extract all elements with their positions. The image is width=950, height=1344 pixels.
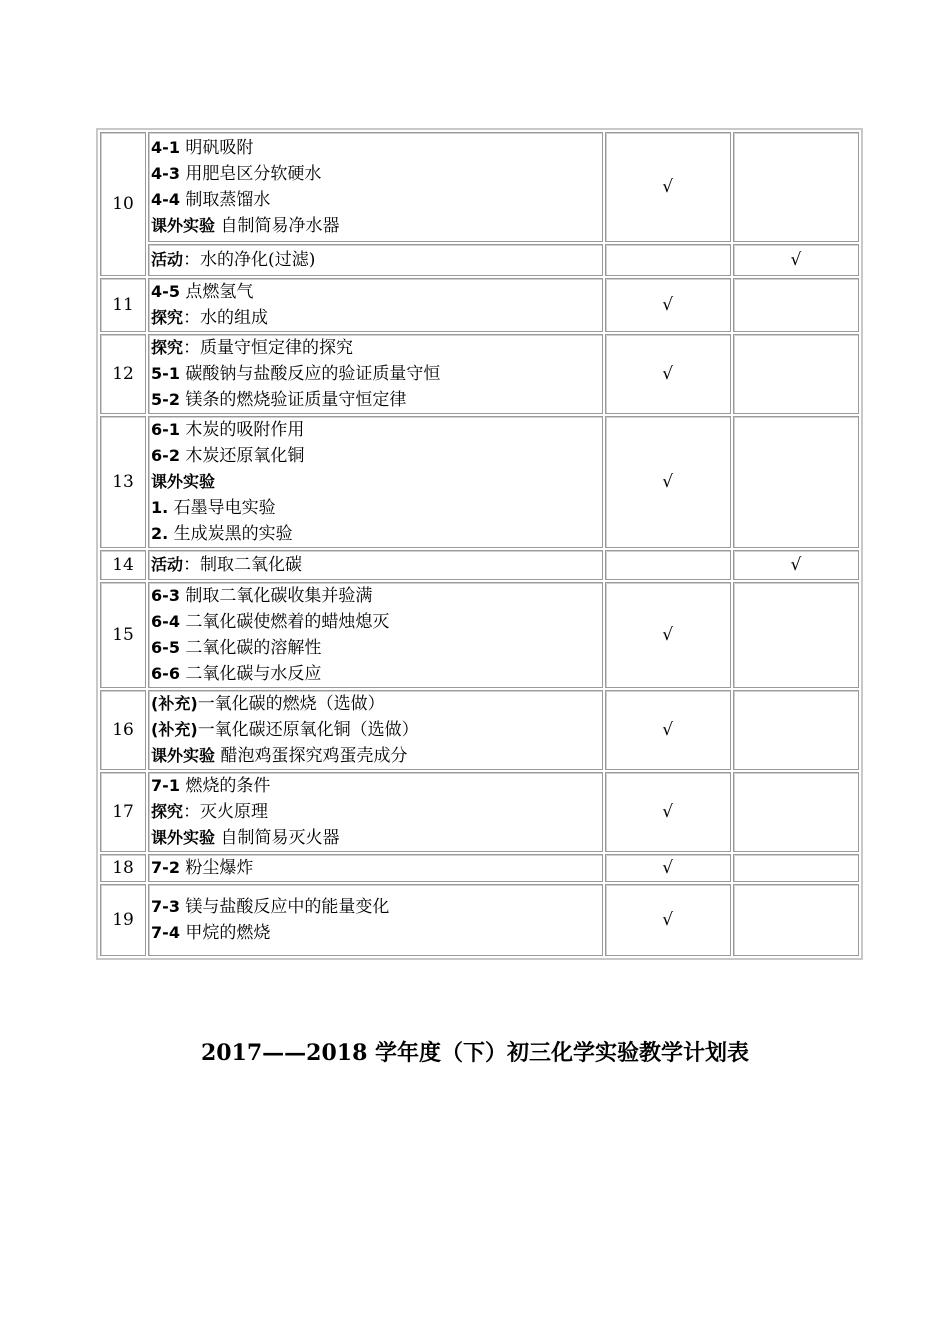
table-row: [100, 244, 859, 276]
line-text: 一氧化碳还原氧化铜（选做）: [197, 720, 419, 740]
experiment-content: [148, 334, 603, 414]
plan-table-body: [100, 132, 859, 956]
line-label: 课外实验: [151, 472, 216, 491]
content-line: [151, 335, 602, 361]
line-text: 甲烷的燃烧: [179, 923, 271, 943]
line-label: 6-2: [151, 446, 180, 465]
check-mark: √: [662, 363, 674, 384]
week-number: 14: [100, 550, 146, 580]
line-text: 木炭的吸附作用: [179, 420, 305, 440]
check-column-1: [605, 772, 731, 852]
table-row: [100, 582, 859, 688]
check-mark: √: [790, 249, 802, 270]
line-label: 7-3: [151, 897, 180, 916]
line-label: 7-2: [151, 858, 180, 877]
content-line: [151, 717, 602, 743]
line-text: 点燃氢气: [179, 282, 254, 302]
check-column-2: [733, 582, 859, 688]
check-mark: √: [662, 624, 674, 645]
line-text: 燃烧的条件: [179, 776, 271, 796]
line-label: 6-5: [151, 638, 180, 657]
line-label: 6-3: [151, 586, 180, 605]
content-line: [151, 135, 602, 161]
line-text: 一氧化碳的燃烧（选做）: [197, 694, 385, 714]
line-text: 二氧化碳使燃着的蜡烛熄灭: [179, 612, 390, 632]
content-line: [151, 552, 602, 578]
line-text: 醋泡鸡蛋探究鸡蛋壳成分: [215, 746, 408, 766]
check-column-1: [605, 244, 731, 276]
check-mark: √: [662, 176, 674, 197]
table-row: [100, 416, 859, 548]
check-mark: √: [662, 471, 674, 492]
content-line: [151, 583, 602, 609]
line-label: 6-1: [151, 420, 180, 439]
experiment-plan-table: [96, 128, 863, 960]
check-column-2: [733, 416, 859, 548]
line-label: 1.: [151, 498, 169, 517]
check-column-1: [605, 550, 731, 580]
content-line: [151, 661, 602, 687]
content-line: [151, 855, 602, 881]
line-text: 碳酸钠与盐酸反应的验证质量守恒: [179, 364, 441, 384]
line-text: ：质量守恒定律的探究: [183, 338, 354, 358]
line-text: 二氧化碳与水反应: [179, 664, 322, 684]
experiment-content: [148, 884, 603, 956]
experiment-content: [148, 854, 603, 882]
line-text: 制取蒸馏水: [179, 190, 271, 210]
table-row: [100, 132, 859, 242]
line-label: 6-4: [151, 612, 180, 631]
content-line: [151, 187, 602, 213]
check-column-1: [605, 884, 731, 956]
table-row: [100, 550, 859, 580]
content-line: [151, 920, 602, 946]
line-label: 5-1: [151, 364, 180, 383]
line-label: 2.: [151, 524, 169, 543]
check-mark: √: [662, 719, 674, 740]
check-column-1: [605, 416, 731, 548]
line-text: ：灭火原理: [183, 802, 269, 822]
check-column-1: [605, 132, 731, 242]
check-mark: √: [790, 554, 802, 575]
check-column-2: [733, 550, 859, 580]
content-line: [151, 279, 602, 305]
content-line: [151, 773, 602, 799]
check-column-2: [733, 884, 859, 956]
line-label: 探究: [151, 338, 184, 357]
check-mark: √: [662, 909, 674, 930]
line-text: 木炭还原氧化铜: [179, 446, 305, 466]
experiment-content: [148, 582, 603, 688]
week-number: 11: [100, 278, 146, 332]
check-column-2: [733, 334, 859, 414]
page-title: 2017——2018 学年度（下）初三化学实验教学计划表: [200, 1040, 750, 1066]
content-line: [151, 894, 602, 920]
line-text: 生成炭黑的实验: [168, 524, 293, 544]
content-line: [151, 387, 602, 413]
line-label: (补充): [151, 720, 198, 739]
check-mark: √: [662, 801, 674, 822]
line-text: 二氧化碳的溶解性: [179, 638, 322, 658]
table-row: [100, 772, 859, 852]
line-text: ：水的组成: [183, 308, 269, 328]
content-line: [151, 609, 602, 635]
line-text: ：水的净化(过滤): [183, 250, 316, 270]
line-text: 粉尘爆炸: [179, 858, 254, 878]
table-row: [100, 334, 859, 414]
check-column-1: [605, 854, 731, 882]
line-text: 石墨导电实验: [168, 498, 276, 518]
content-line: [151, 161, 602, 187]
experiment-content: [148, 132, 603, 242]
content-line: [151, 635, 602, 661]
line-label: 探究: [151, 308, 184, 327]
check-mark: √: [662, 294, 674, 315]
line-label: 课外实验: [151, 828, 216, 847]
check-column-2: [733, 132, 859, 242]
line-label: 课外实验: [151, 216, 216, 235]
check-column-1: [605, 334, 731, 414]
check-column-2: [733, 772, 859, 852]
content-line: [151, 443, 602, 469]
content-line: [151, 825, 602, 851]
line-label: 4-5: [151, 282, 180, 301]
line-label: 7-1: [151, 776, 180, 795]
line-label: 6-6: [151, 664, 180, 683]
week-number: 18: [100, 854, 146, 882]
content-line: [151, 521, 602, 547]
check-column-2: [733, 278, 859, 332]
check-column-2: [733, 690, 859, 770]
line-text: ：制取二氧化碳: [183, 555, 303, 575]
experiment-content: [148, 416, 603, 548]
experiment-content: [148, 278, 603, 332]
week-number: 10: [100, 132, 146, 276]
content-line: [151, 469, 602, 495]
week-number: 19: [100, 884, 146, 956]
week-number: 16: [100, 690, 146, 770]
content-line: [151, 799, 602, 825]
content-line: [151, 743, 602, 769]
table-row: [100, 884, 859, 956]
line-text: 镁条的燃烧验证质量守恒定律: [179, 390, 407, 410]
experiment-content: [148, 690, 603, 770]
check-mark: √: [662, 857, 674, 878]
line-label: (补充): [151, 694, 198, 713]
check-column-2: [733, 244, 859, 276]
check-column-1: [605, 690, 731, 770]
check-column-1: [605, 582, 731, 688]
line-text: 镁与盐酸反应中的能量变化: [179, 897, 390, 917]
line-text: 用肥皂区分软硬水: [179, 164, 322, 184]
table-row: [100, 690, 859, 770]
content-line: [151, 417, 602, 443]
content-line: [151, 305, 602, 331]
line-label: 4-4: [151, 190, 180, 209]
check-column-1: [605, 278, 731, 332]
check-column-2: [733, 854, 859, 882]
week-number: 15: [100, 582, 146, 688]
experiment-content: [148, 244, 603, 276]
line-text: 自制简易灭火器: [215, 828, 340, 848]
experiment-content: [148, 772, 603, 852]
content-line: [151, 213, 602, 239]
line-label: 4-3: [151, 164, 180, 183]
line-label: 课外实验: [151, 746, 216, 765]
line-label: 探究: [151, 802, 184, 821]
line-label: 5-2: [151, 390, 180, 409]
content-line: [151, 691, 602, 717]
line-label: 活动: [151, 555, 184, 574]
content-line: [151, 495, 602, 521]
week-number: 12: [100, 334, 146, 414]
content-line: [151, 361, 602, 387]
week-number: 17: [100, 772, 146, 852]
line-label: 4-1: [151, 138, 180, 157]
line-text: 明矾吸附: [179, 138, 254, 158]
content-line: [151, 247, 602, 273]
table-row: [100, 278, 859, 332]
week-number: 13: [100, 416, 146, 548]
line-text: 自制简易净水器: [215, 216, 340, 236]
line-text: 制取二氧化碳收集并验满: [179, 586, 373, 606]
line-label: 7-4: [151, 923, 180, 942]
experiment-content: [148, 550, 603, 580]
table-row: [100, 854, 859, 882]
line-label: 活动: [151, 250, 184, 269]
